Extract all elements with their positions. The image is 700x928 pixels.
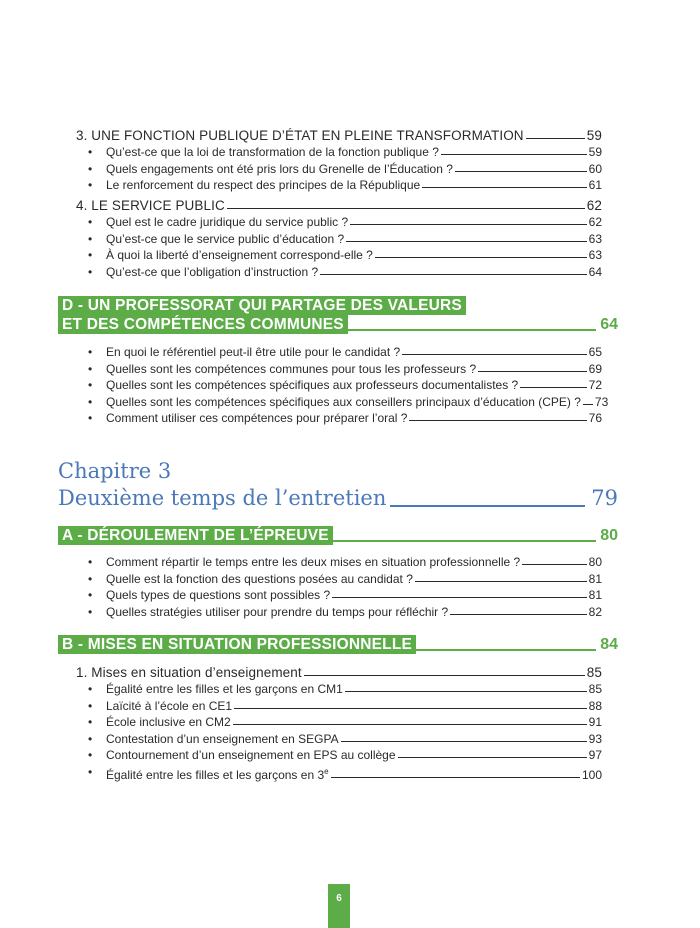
- toc-item-label-text: Égalité entre les filles et les garçons en 3: [106, 767, 325, 782]
- dot-leader: [331, 777, 580, 778]
- page-number: 80: [588, 555, 602, 569]
- toc-item-label: • Quelles stratégies utiliser pour prendre du temps pour réfléchir ?: [106, 604, 449, 619]
- toc-part-a-items: [0, 554, 700, 620]
- toc-item-list: [0, 681, 700, 783]
- dot-leader: [233, 724, 587, 725]
- toc-item[interactable]: [106, 144, 602, 161]
- dot-leader: [441, 154, 587, 155]
- page-number: 76: [588, 411, 602, 425]
- toc-item[interactable]: [106, 394, 609, 411]
- toc-subheading[interactable]: [76, 197, 602, 214]
- part-title-line-1: D - UN PROFESSORAT QUI PARTAGE DES VALEURS: [58, 296, 466, 315]
- chapter-title: Deuxième temps de l’entretien: [58, 486, 387, 510]
- toc-item[interactable]: [106, 714, 602, 731]
- page-number: 63: [588, 248, 602, 262]
- page-number: 73: [594, 394, 609, 409]
- toc-part-heading-a[interactable]: [58, 526, 618, 545]
- toc-part-b-items: [0, 664, 700, 783]
- dot-leader: [478, 371, 586, 372]
- toc-item-label: • Le renforcement du respect des principes de la République: [106, 178, 421, 192]
- dot-leader: [415, 581, 587, 582]
- toc-item-label: • À quoi la liberté d’enseignement correspond-elle ?: [106, 248, 373, 262]
- page-number: 82: [588, 604, 602, 619]
- page-number: 85: [586, 665, 602, 680]
- page-number: 91: [588, 715, 602, 729]
- toc-item-label: • Quelles sont les compétences spécifiques aux professeurs documentalistes ?: [106, 378, 519, 392]
- toc-section-3: [0, 127, 700, 194]
- part-title-line-2: ET DES COMPÉTENCES COMMUNES: [58, 315, 348, 334]
- page-number: 59: [588, 145, 602, 159]
- dot-leader: [346, 241, 587, 242]
- toc-item-label: • École inclusive en CM2: [106, 715, 231, 729]
- page-number: 81: [588, 588, 602, 602]
- toc-item-label: [106, 764, 329, 784]
- subheading-title: 3. UNE FONCTION PUBLIQUE D’ÉTAT EN PLEINE TRANSFORMATION: [76, 128, 524, 143]
- toc-item-list: [0, 344, 700, 427]
- dot-leader: [304, 675, 585, 676]
- page-number: 60: [588, 161, 602, 176]
- toc-item[interactable]: [106, 764, 602, 784]
- toc-item[interactable]: [106, 161, 602, 178]
- toc-item-list: [0, 144, 700, 194]
- toc-item-label: • Quels types de questions sont possibles ?: [106, 588, 331, 602]
- toc-item[interactable]: [106, 747, 602, 764]
- page-number: 85: [588, 682, 602, 696]
- toc-item-label: • Quels engagements ont été pris lors du Grenelle de l’Éducation ?: [106, 161, 453, 176]
- page-number: 65: [588, 345, 602, 359]
- page-number: 100: [581, 767, 602, 782]
- part-title: B - MISES EN SITUATION PROFESSIONNELLE: [58, 635, 416, 654]
- page-number: 84: [600, 636, 618, 653]
- toc-subheading[interactable]: [76, 127, 602, 144]
- dot-leader: [345, 691, 587, 692]
- toc-item[interactable]: [106, 681, 602, 698]
- dot-leader: [402, 354, 586, 355]
- dot-leader: [526, 138, 585, 139]
- toc-item-label: • Quelles sont les compétences communes pour tous les professeurs ?: [106, 361, 477, 376]
- toc-item[interactable]: [106, 361, 602, 378]
- toc-item-list: [0, 214, 700, 280]
- page-number: 93: [588, 731, 602, 746]
- dot-leader: [583, 404, 593, 405]
- page-number: 72: [588, 378, 602, 392]
- page-number: 64: [588, 264, 602, 279]
- toc-item-list: [0, 554, 700, 620]
- toc-item[interactable]: [106, 377, 602, 394]
- page-number: 63: [588, 231, 602, 246]
- dot-leader: [320, 274, 587, 275]
- page-number-tab: 6: [328, 884, 350, 928]
- dot-leader: [350, 224, 587, 225]
- dot-leader: [522, 564, 586, 565]
- toc-subheading[interactable]: [76, 664, 602, 681]
- green-leader: [333, 540, 596, 542]
- page-number: 59: [586, 128, 602, 143]
- toc-item[interactable]: [106, 214, 602, 231]
- toc-item[interactable]: [106, 698, 602, 715]
- dot-leader: [450, 614, 586, 615]
- toc-section-4: [0, 197, 700, 280]
- part-title: A - DÉROULEMENT DE L’ÉPREUVE: [58, 526, 333, 545]
- toc-item-label: • Égalité entre les filles et les garçons en CM1: [106, 682, 343, 696]
- subheading-title: 4. LE SERVICE PUBLIC: [76, 198, 225, 213]
- toc-item[interactable]: [106, 604, 602, 621]
- chapter-heading[interactable]: [58, 458, 618, 512]
- dot-leader: [422, 187, 586, 188]
- toc-item-label: • Comment utiliser ces compétences pour préparer l’oral ?: [106, 411, 408, 425]
- page-number: 97: [588, 748, 602, 762]
- toc-item-label: • Contournement d’un enseignement en EPS au collège: [106, 748, 396, 762]
- blue-leader: [390, 505, 585, 507]
- page-number: 61: [588, 178, 602, 192]
- dot-leader: [341, 741, 587, 742]
- page-number: 62: [588, 215, 602, 229]
- toc-item-label: • Quelle est la fonction des questions posées au candidat ?: [106, 571, 413, 586]
- dot-leader: [227, 208, 585, 209]
- toc-item-label: • Contestation d’un enseignement en SEGPA: [106, 731, 339, 746]
- dot-leader: [332, 597, 587, 598]
- page-number: 80: [600, 527, 618, 544]
- superscript: e: [324, 766, 329, 776]
- dot-leader: [520, 387, 586, 388]
- page-number: 81: [588, 571, 602, 586]
- toc-item[interactable]: [106, 177, 602, 194]
- toc-item-label: • Qu’est-ce que la loi de transformation de la fonction publique ?: [106, 145, 439, 159]
- toc-part-heading-d[interactable]: [58, 296, 618, 334]
- page-number: 69: [588, 361, 602, 376]
- subheading-title: 1. Mises en situation d’enseignement: [76, 665, 302, 680]
- dot-leader: [375, 257, 587, 258]
- toc-item[interactable]: [106, 554, 602, 571]
- page-number: 79: [591, 486, 618, 510]
- toc-item-label: • Laïcité à l’école en CE1: [106, 698, 233, 713]
- toc-item-label: • Quel est le cadre juridique du service public ?: [106, 215, 349, 229]
- page-number: 88: [588, 698, 602, 713]
- toc-item[interactable]: [106, 264, 602, 281]
- toc-part-d-items: [0, 344, 700, 427]
- toc-item[interactable]: [106, 344, 602, 361]
- toc-item-label: • Comment répartir le temps entre les deux mises en situation professionnelle ?: [106, 555, 521, 569]
- page-number: 64: [600, 316, 618, 333]
- toc-item[interactable]: [106, 587, 602, 604]
- toc-item-label: • Quelles sont les compétences spécifiques aux conseillers principaux d’éducation (CPE) ?: [106, 394, 581, 409]
- toc-item-label: • Qu’est-ce que l’obligation d’instruction ?: [106, 264, 319, 279]
- dot-leader: [234, 708, 587, 709]
- toc-part-heading-b[interactable]: [58, 635, 618, 654]
- green-leader: [348, 329, 596, 331]
- toc-item[interactable]: [106, 231, 602, 248]
- dot-leader: [455, 171, 587, 172]
- toc-item[interactable]: [106, 247, 602, 264]
- dot-leader: [409, 420, 586, 421]
- toc-item[interactable]: [106, 410, 602, 427]
- toc-item[interactable]: [106, 731, 602, 748]
- dot-leader: [398, 757, 587, 758]
- toc-item-label: • Qu’est-ce que le service public d’éducation ?: [106, 231, 345, 246]
- green-leader: [416, 649, 596, 651]
- page-number: 62: [586, 198, 602, 213]
- chapter-label: Chapitre 3: [58, 459, 172, 483]
- toc-item-label: • En quoi le référentiel peut-il être utile pour le candidat ?: [106, 345, 401, 359]
- toc-item[interactable]: [106, 571, 602, 588]
